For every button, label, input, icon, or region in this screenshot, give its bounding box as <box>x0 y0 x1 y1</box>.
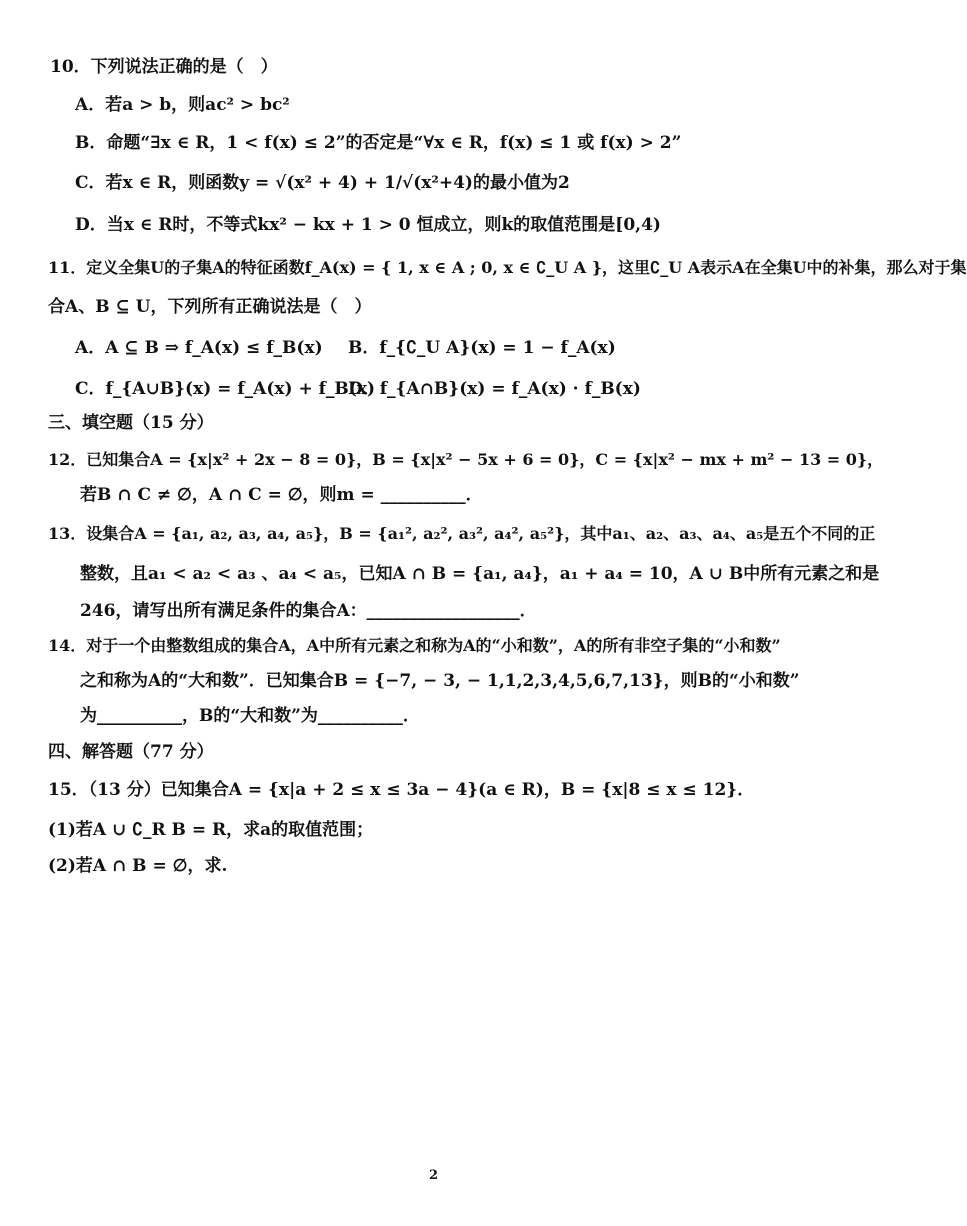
section-answer-heading: 四、解答题（77 分） <box>48 742 214 762</box>
q10-option-b: B．命题“∃x ∈ R，1 < f(x) ≤ 2”的否定是“∀x ∈ R，f(x) ≤ 1 或 f(x) > 2” <box>75 133 682 153</box>
q15-stem: 15．（13 分）已知集合A = {x|a + 2 ≤ x ≤ 3a − 4}(a ∈ R)，B = {x|8 ≤ x ≤ 12}． <box>48 780 755 800</box>
q15-part1: (1)若A ∪ ∁_R B = R，求a的取值范围； <box>48 820 374 840</box>
q11-option-c: C．f_{A∪B}(x) = f_A(x) + f_B(x) <box>75 379 376 399</box>
q11-option-b: B．f_{∁_U A}(x) = 1 − f_A(x) <box>348 338 616 358</box>
q13-stem-line3: 246，请写出所有满足条件的集合A：__________________． <box>80 601 537 621</box>
q13-stem-line2: 整数，且a₁ < a₂ < a₃ 、a₄ < a₅，已知A ∩ B = {a₁, a₄}，a₁ + a₄ = 10，A ∪ B中所有元素之和是 <box>80 564 880 584</box>
q10-stem: 10．下列说法正确的是（ ） <box>50 57 278 77</box>
q14-stem-line3: 为__________，B的“大和数”为__________． <box>80 706 420 726</box>
q11-stem-line1: 11．定义全集U的子集A的特征函数f_A(x) = { 1, x ∈ A ; 0, x ∈ ∁_U A }，这里∁_U A表示A在全集U中的补集，那么对于集 <box>48 258 967 277</box>
q13-stem-line1: 13．设集合A = {a₁, a₂, a₃, a₄, a₅}，B = {a₁², a₂², a₃², a₄², a₅²}，其中a₁、a₂、a₃、a₄、a₅是五个不同的正 <box>48 524 876 543</box>
q10-option-c: C．若x ∈ R，则函数y = √(x² + 4) + 1/√(x²+4)的最小值为2 <box>75 173 570 193</box>
q11-stem-line2: 合A、B ⊆ U，下列所有正确说法是（ ） <box>48 297 372 317</box>
q14-stem-line1: 14．对于一个由整数组成的集合A，A中所有元素之和称为A的“小和数”，A的所有非空子集的“小和数” <box>48 636 781 655</box>
q11-option-d: D．f_{A∩B}(x) = f_A(x) · f_B(x) <box>348 379 641 399</box>
q10-option-a: A．若a > b，则ac² > bc² <box>75 95 290 115</box>
page-number: 2 <box>428 1168 439 1183</box>
q10-option-d: D．当x ∈ R时，不等式kx² − kx + 1 > 0 恒成立，则k的取值范围是[0,4) <box>75 215 661 235</box>
q14-stem-line2: 之和称为A的“大和数”．已知集合B = {−7, − 3, − 1,1,2,3,4,5,6,7,13}，则B的“小和数” <box>80 671 800 691</box>
section-fill-in-heading: 三、填空题（15 分） <box>48 413 214 433</box>
q12-stem-line2: 若B ∩ C ≠ ∅，A ∩ C = ∅，则m = __________． <box>80 485 483 505</box>
q11-option-a: A．A ⊆ B ⇒ f_A(x) ≤ f_B(x) <box>75 338 323 358</box>
q15-part2: (2)若A ∩ B = ∅，求. <box>48 856 228 876</box>
q12-stem-line1: 12．已知集合A = {x|x² + 2x − 8 = 0}，B = {x|x² − 5x + 6 = 0}，C = {x|x² − mx + m² − 13 = 0}， <box>48 450 884 469</box>
